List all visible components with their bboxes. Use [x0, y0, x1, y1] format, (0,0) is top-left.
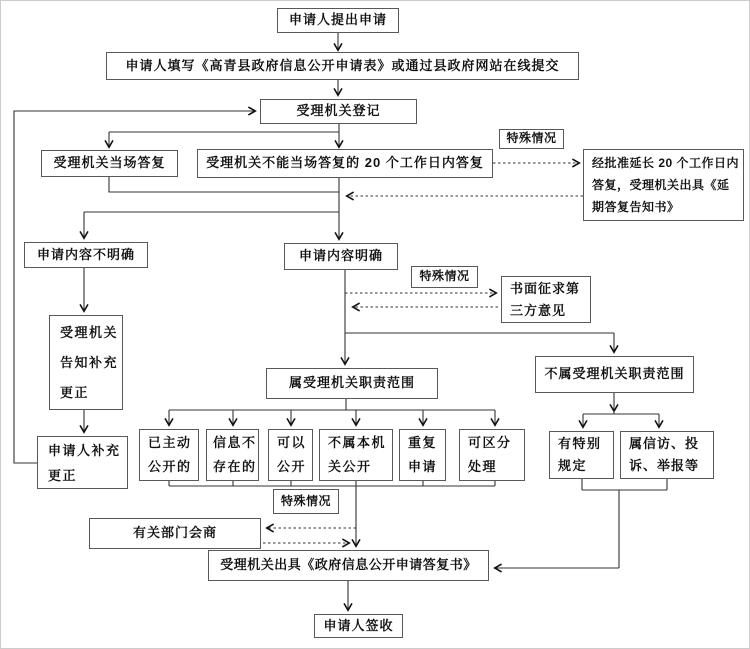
edge-register-split	[109, 124, 339, 132]
node-repeat-apply: 重复申请	[399, 429, 446, 481]
node-dept-consult: 有关部门会商	[89, 518, 261, 549]
node-extension-notice: 经批准延长 20 个工作日内答复，受理机关出具《延期答复告知书》	[583, 149, 744, 221]
node-can-disclose: 可以公开	[268, 429, 313, 481]
node-onsite-reply: 受理机关当场答复	[41, 150, 178, 177]
node-content-clear: 申请内容明确	[284, 243, 398, 270]
node-special-provision: 有特别规定	[549, 431, 614, 479]
edge-merge-branch	[84, 176, 339, 212]
node-sign-receipt: 申请人签收	[314, 614, 403, 638]
label-special-case-2: 特殊情况	[411, 266, 478, 288]
node-content-unclear: 申请内容不明确	[24, 242, 148, 268]
node-separable-handling: 可区分处理	[459, 429, 525, 481]
node-not-this-agency: 不属本机关公开	[319, 429, 393, 481]
edge-inscope-distributor	[169, 399, 495, 410]
node-fill-form: 申请人填写《高青县政府信息公开申请表》或通过县政府网站在线提交	[106, 52, 579, 80]
label-special-case-3: 特殊情况	[273, 489, 339, 514]
node-already-disclosed: 已主动公开的	[139, 429, 199, 481]
node-delayed-reply: 受理机关不能当场答复的 20 个工作日内答复	[197, 149, 493, 178]
edge-right-merge	[582, 479, 667, 568]
node-info-not-exist: 信息不存在的	[206, 429, 259, 481]
node-petition-complaint: 属信访、投诉、举报等	[620, 431, 714, 479]
edge-outscope-t	[583, 411, 659, 414]
node-apply: 申请人提出申请	[277, 8, 399, 33]
label-special-case-1: 特殊情况	[499, 129, 564, 149]
edge-collector	[169, 481, 495, 486]
node-applicant-supplement: 申请人补充更正	[37, 436, 128, 489]
node-notify-supplement: 受理机关告知补充更正	[49, 315, 123, 410]
node-out-of-scope: 不属受理机关职责范围	[535, 356, 694, 393]
node-third-party-opinion: 书面征求第三方意见	[501, 276, 591, 323]
node-reply-document: 受理机关出具《政府信息公开申请答复书》	[208, 550, 489, 581]
node-in-scope: 属受理机关职责范围	[266, 368, 438, 399]
node-register: 受理机关登记	[260, 99, 417, 124]
